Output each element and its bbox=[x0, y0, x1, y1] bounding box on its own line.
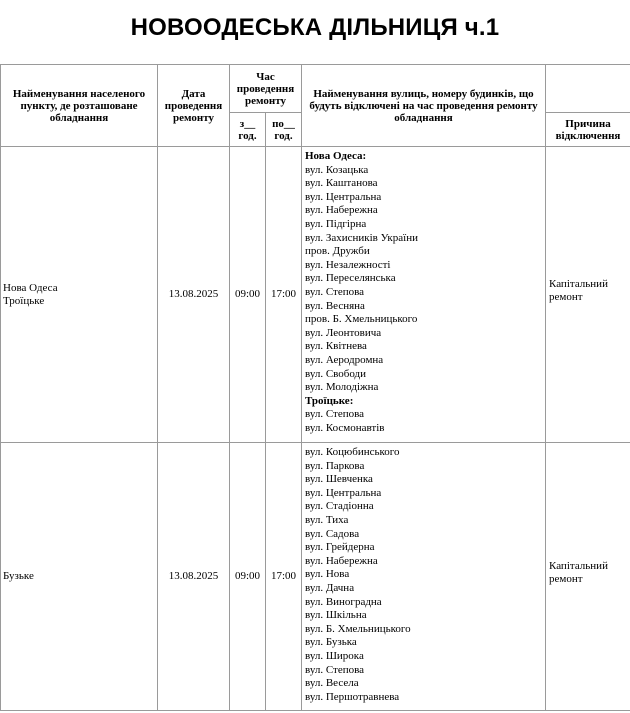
street-item: вул. Садова bbox=[305, 527, 360, 540]
street-item: вул. Квітнева bbox=[305, 340, 367, 353]
street-item: вул. Козацька bbox=[305, 163, 369, 176]
table-row bbox=[1, 443, 630, 711]
street-item: вул. Степова bbox=[305, 285, 365, 298]
reason-text bbox=[549, 278, 630, 304]
street-item: вул. Центральна bbox=[305, 486, 382, 499]
street-item: вул. Степова bbox=[305, 408, 365, 421]
street-item: вул. Першотравнева bbox=[305, 690, 400, 703]
street-item: вул. Б. Хмельницького bbox=[305, 622, 411, 635]
header-streets: Найменування вулиць, номеру будинків, що будуть відключені на час проведення ремонту обладнання bbox=[302, 65, 546, 147]
street-item: вул. Тиха bbox=[305, 513, 349, 526]
street-item: вул. Коцюбинського bbox=[305, 446, 400, 458]
street-item: вул. Набережна bbox=[305, 554, 378, 567]
header-row-main bbox=[1, 65, 630, 113]
reason-line: ремонт bbox=[549, 290, 583, 303]
street-item: вул. Грейдерна bbox=[305, 541, 375, 554]
outage-schedule-table bbox=[0, 64, 630, 711]
reason-line: Капітальний bbox=[549, 559, 608, 572]
time-to: 17:00 bbox=[266, 147, 302, 443]
street-item: вул. Незалежності bbox=[305, 258, 391, 271]
street-item: вул. Свободи bbox=[305, 367, 367, 380]
header-time-to: по__ год. bbox=[266, 113, 302, 147]
streets-cell bbox=[302, 147, 546, 443]
street-item: вул. Каштанова bbox=[305, 177, 378, 190]
time-to: 17:00 bbox=[266, 443, 302, 711]
header-time: Час проведення ремонту bbox=[230, 65, 302, 113]
locality-cell bbox=[1, 147, 158, 443]
reason-line: ремонт bbox=[549, 572, 583, 585]
repair-date: 13.08.2025 bbox=[158, 147, 230, 443]
header-reason: Причина відключення bbox=[546, 113, 630, 147]
reason-cell bbox=[546, 147, 630, 443]
street-item: вул. Паркова bbox=[305, 459, 365, 472]
repair-date: 13.08.2025 bbox=[158, 443, 230, 711]
street-item: вул. Стадіонна bbox=[305, 500, 374, 513]
street-item: пров. Дружби bbox=[305, 245, 370, 258]
locality-name: Бузьке bbox=[3, 570, 34, 582]
reason-line: Капітальний bbox=[549, 277, 608, 290]
street-item: вул. Шевченка bbox=[305, 473, 373, 486]
locality-name: Нова Одеса bbox=[3, 281, 58, 294]
header-time-from: з__ год. bbox=[230, 113, 266, 147]
street-item: вул. Аеродромна bbox=[305, 353, 384, 366]
street-item: вул. Центральна bbox=[305, 190, 382, 203]
street-item: вул. Широка bbox=[305, 649, 364, 662]
street-item: вул. Леонтовича bbox=[305, 326, 382, 339]
street-item: вул. Бузька bbox=[305, 636, 357, 649]
street-item: вул. Виноградна bbox=[305, 595, 382, 608]
reason-text bbox=[549, 560, 630, 586]
street-item: вул. Підгірна bbox=[305, 217, 367, 230]
street-item: вул. Захисників України bbox=[305, 231, 418, 244]
street-item: вул. Весела bbox=[305, 677, 359, 690]
table-row bbox=[1, 147, 630, 443]
street-item: вул. Молодіжна bbox=[305, 381, 379, 394]
time-from: 09:00 bbox=[230, 443, 266, 711]
header-date: Дата проведення ремонту bbox=[158, 65, 230, 147]
header-reason-blank bbox=[546, 65, 630, 113]
street-item: пров. Б. Хмельницького bbox=[305, 313, 418, 326]
street-item: вул. Переселянська bbox=[305, 272, 396, 285]
street-item: вул. Дачна bbox=[305, 581, 355, 594]
street-item: вул. Набережна bbox=[305, 204, 378, 217]
street-item: вул. Нова bbox=[305, 568, 350, 581]
time-from: 09:00 bbox=[230, 147, 266, 443]
street-item: вул. Весняна bbox=[305, 299, 365, 312]
locality-cell bbox=[1, 443, 158, 711]
street-item: вул. Космонавтів bbox=[305, 421, 385, 434]
page-title: НОВООДЕСЬКА ДІЛЬНИЦЯ ч.1 bbox=[130, 14, 500, 41]
locality-name: Троїцьке bbox=[3, 294, 45, 307]
streets-cell bbox=[302, 443, 546, 711]
street-item: вул. Степова bbox=[305, 663, 365, 676]
street-item: вул. Шкільна bbox=[305, 609, 367, 622]
settlement-heading: Троїцьке: bbox=[305, 394, 354, 407]
settlement-heading: Нова Одеса: bbox=[305, 150, 367, 162]
header-locality: Найменування населеного пункту, де розташоване обладнання bbox=[1, 65, 158, 147]
reason-cell bbox=[546, 443, 630, 711]
